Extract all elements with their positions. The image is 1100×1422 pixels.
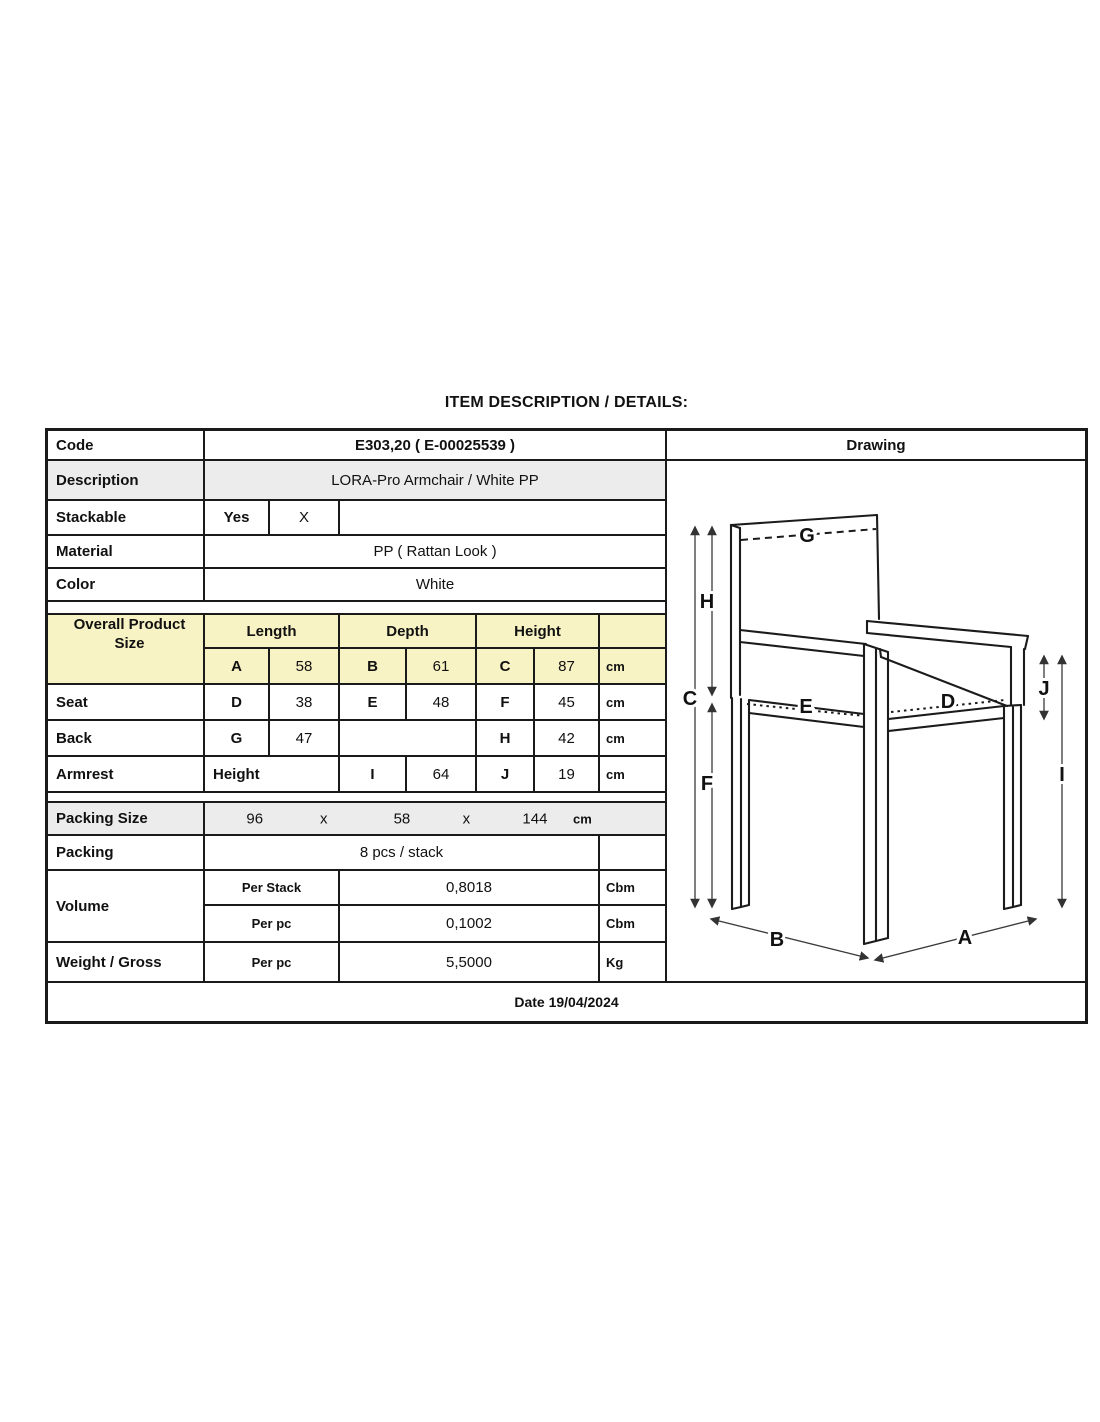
volume-per-pc-value: 0,1002	[340, 906, 600, 941]
material-value: PP ( Rattan Look )	[373, 543, 497, 560]
row-packing-size	[48, 803, 665, 836]
dim-c-value: 87	[535, 649, 600, 683]
armrest-unit: cm	[606, 766, 625, 782]
dim-line-b	[711, 919, 868, 958]
back-label: Back	[48, 721, 205, 755]
dim-a-value: 58	[270, 649, 340, 683]
overall-unit: cm	[600, 649, 665, 683]
drawing-header: Drawing	[667, 431, 1085, 461]
item-details-table	[45, 428, 1088, 1024]
label-e: E	[799, 696, 813, 718]
date-row: Date 19/04/2024	[514, 994, 619, 1010]
row-spacer-1	[48, 602, 665, 615]
stackable-answer: Yes	[205, 501, 270, 534]
label-f: F	[700, 773, 714, 795]
dim-e-value: 48	[407, 685, 477, 719]
volume-per-pc-unit: Cbm	[606, 916, 635, 931]
description-label: Description	[48, 461, 205, 499]
chair-line-art	[667, 461, 1085, 979]
packing-size-label: Packing Size	[48, 803, 205, 834]
seat-label: Seat	[48, 685, 205, 719]
row-volume	[48, 871, 665, 943]
packing-empty-unit	[600, 836, 665, 869]
dim-h-value: 42	[535, 721, 600, 755]
description-value: LORA-Pro Armchair / White PP	[331, 471, 539, 489]
seat-unit: cm	[606, 694, 625, 710]
size-header-row	[205, 615, 665, 649]
packing-size-value	[205, 803, 665, 834]
dim-j-key: J	[477, 757, 535, 791]
dim-line-a	[875, 919, 1036, 960]
packing-value: 8 pcs / stack	[205, 836, 600, 869]
size-values-row	[205, 649, 665, 683]
material-label: Material	[48, 536, 205, 567]
row-armrest	[48, 757, 665, 793]
row-description	[48, 461, 665, 501]
code-value: E303,20 ( E-00025539 )	[354, 436, 516, 454]
packing-size-h: 144	[522, 810, 548, 827]
packing-size-d: 58	[393, 810, 411, 827]
label-j: J	[1038, 678, 1050, 700]
dim-e-key: E	[340, 685, 407, 719]
row-overall-size	[48, 615, 665, 685]
volume-per-stack-value: 0,8018	[340, 871, 600, 904]
dim-h-key: H	[477, 721, 535, 755]
color-value: White	[415, 576, 455, 593]
label-d: D	[940, 691, 956, 713]
packing-size-unit: cm	[573, 811, 592, 826]
armrest-label: Armrest	[48, 757, 205, 791]
row-back	[48, 721, 665, 757]
packing-size-x1: x	[320, 810, 328, 827]
label-a: A	[957, 927, 973, 949]
row-packing	[48, 836, 665, 871]
volume-per-stack-row	[205, 871, 665, 906]
row-color	[48, 569, 665, 602]
dim-f-key: F	[477, 685, 535, 719]
row-code	[48, 431, 665, 461]
weight-value: 5,5000	[340, 943, 600, 981]
stackable-label: Stackable	[48, 501, 205, 534]
dim-c-key: C	[477, 649, 535, 683]
dim-b-key: B	[340, 649, 407, 683]
weight-sub-label: Per pc	[205, 943, 340, 981]
dim-d-value: 38	[270, 685, 340, 719]
label-c: C	[682, 688, 698, 710]
col-depth: Depth	[340, 615, 477, 647]
row-material	[48, 536, 665, 569]
weight-unit: Kg	[606, 954, 624, 970]
row-spacer-2	[48, 793, 665, 803]
volume-per-pc-label: Per pc	[205, 906, 340, 941]
packing-label: Packing	[48, 836, 205, 869]
stackable-empty	[340, 501, 665, 534]
label-h: H	[699, 591, 715, 613]
dim-i-key: I	[340, 757, 407, 791]
volume-per-stack-label: Per Stack	[205, 871, 340, 904]
color-label: Color	[48, 569, 205, 600]
overall-size-label: Overall Product Size	[48, 615, 205, 683]
chair-drawing	[667, 461, 1085, 979]
spec-section	[48, 431, 665, 981]
dim-g-key: G	[205, 721, 270, 755]
back-empty	[340, 721, 477, 755]
dim-f-value: 45	[535, 685, 600, 719]
stackable-mark: X	[270, 501, 340, 534]
dim-b-value: 61	[407, 649, 477, 683]
dim-d-key: D	[205, 685, 270, 719]
code-label: Code	[48, 431, 205, 459]
label-b: B	[769, 929, 785, 951]
packing-size-x2: x	[462, 810, 471, 827]
label-i: I	[1059, 764, 1065, 786]
col-height: Height	[477, 615, 600, 647]
dim-j-value: 19	[535, 757, 600, 791]
volume-per-pc-row	[205, 906, 665, 941]
weight-label: Weight / Gross	[48, 943, 205, 981]
label-g: G	[799, 525, 815, 547]
dim-a-key: A	[205, 649, 270, 683]
packing-size-w: 96	[246, 810, 264, 827]
back-unit: cm	[606, 730, 625, 746]
page-title: ITEM DESCRIPTION / DETAILS:	[444, 394, 689, 411]
col-length: Length	[205, 615, 340, 647]
volume-per-stack-unit: Cbm	[606, 880, 635, 895]
volume-label: Volume	[48, 871, 205, 941]
row-seat	[48, 685, 665, 721]
drawing-section	[665, 431, 1085, 981]
row-stackable	[48, 501, 665, 536]
dim-g-value: 47	[270, 721, 340, 755]
row-weight	[48, 943, 665, 981]
dim-i-value: 64	[407, 757, 477, 791]
armrest-sub-label: Height	[205, 757, 340, 791]
